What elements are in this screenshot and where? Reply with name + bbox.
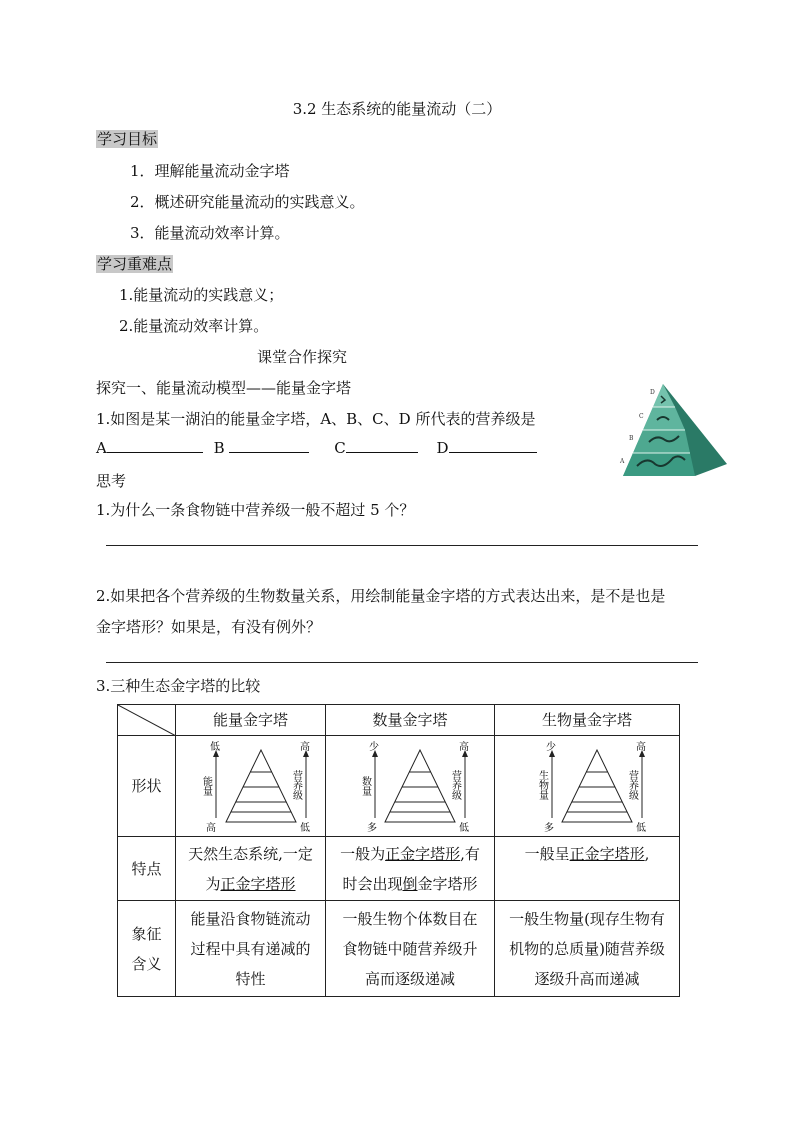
think-question-1: 1.为什么一条食物链中营养级一般不超过 5 个？ bbox=[96, 501, 415, 519]
blank-label-d: D bbox=[436, 439, 449, 457]
think-question-2-line-2: 金字塔形？如果是，有没有例外？ bbox=[96, 618, 322, 636]
biomass-axis-left: 生物量 bbox=[536, 770, 548, 800]
question-3: 3.三种生态金字塔的比较 bbox=[96, 677, 261, 695]
meaning-biomass: 一般生物量(现存生物有 机物的总质量)随营养级 逐级升高而递减 bbox=[495, 901, 680, 997]
energy-axis-right: 营养级 bbox=[290, 770, 301, 800]
energy-bottom-right: 低 bbox=[299, 823, 310, 832]
number-pyramid-diagram bbox=[345, 740, 475, 832]
keypoint-item-2: 2.能量流动效率计算。 bbox=[119, 317, 269, 335]
table-header-row bbox=[118, 705, 680, 736]
number-axis-left: 数量 bbox=[359, 776, 371, 796]
biomass-axis-right: 营养级 bbox=[626, 770, 638, 800]
energy-top-left: 低 bbox=[209, 742, 220, 753]
table-row-feature bbox=[118, 837, 680, 901]
blank-d[interactable] bbox=[449, 439, 537, 453]
row-label-meaning: 象征 含义 bbox=[118, 901, 176, 997]
blanks-row bbox=[96, 439, 537, 457]
blank-c[interactable] bbox=[346, 439, 418, 453]
energy-axis-left: 能量 bbox=[200, 776, 211, 796]
feature-number-line-1: 一般为正金字塔形,有 bbox=[340, 844, 480, 863]
explore-heading: 探究一、能量流动模型——能量金字塔 bbox=[96, 379, 352, 397]
pyramid-label-a: A bbox=[620, 458, 625, 465]
number-bottom-left: 多 bbox=[367, 823, 377, 832]
corner-cell bbox=[118, 705, 176, 736]
number-axis-right: 营养级 bbox=[449, 770, 461, 800]
header-number: 数量金字塔 bbox=[326, 705, 495, 736]
answer-line-1[interactable] bbox=[106, 545, 698, 546]
goals-heading: 学习目标 bbox=[97, 130, 158, 148]
row-label-feature: 特点 bbox=[118, 837, 176, 901]
header-biomass: 生物量金字塔 bbox=[495, 705, 680, 736]
feature-energy-line-2: 为正金字塔形 bbox=[205, 874, 296, 893]
keypoints-heading: 学习重难点 bbox=[97, 255, 173, 273]
number-top-right: 高 bbox=[459, 742, 469, 753]
energy-pyramid-illustration bbox=[617, 380, 729, 480]
goal-item-3: 3．能量流动效率计算。 bbox=[130, 224, 290, 242]
meaning-number: 一般生物个体数目在 食物链中随营养级升 高而逐级递减 bbox=[326, 901, 495, 997]
blank-a[interactable] bbox=[107, 439, 203, 453]
think-question-2-line-1: 2.如果把各个营养级的生物数量关系，用绘制能量金字塔的方式表达出来，是不是也是 bbox=[96, 587, 666, 605]
goal-item-2: 2．概述研究能量流动的实践意义。 bbox=[130, 193, 365, 211]
blank-b[interactable] bbox=[229, 439, 309, 453]
number-top-left: 少 bbox=[369, 742, 379, 753]
pyramid-label-d: D bbox=[650, 389, 655, 396]
feature-biomass: 一般呈正金字塔形, bbox=[495, 837, 680, 901]
pyramid-comparison-table bbox=[117, 704, 680, 997]
energy-pyramid-diagram bbox=[186, 740, 316, 832]
page-title: 3.2 生态系统的能量流动（二） bbox=[292, 100, 502, 118]
table-row-meaning bbox=[118, 901, 680, 997]
goal-item-1: 1．理解能量流动金字塔 bbox=[130, 162, 290, 180]
number-bottom-right: 低 bbox=[459, 823, 469, 832]
biomass-bottom-right: 低 bbox=[636, 823, 646, 832]
inquiry-heading: 课堂合作探究 bbox=[257, 348, 348, 366]
pyramid-label-b: B bbox=[629, 435, 634, 442]
meaning-energy: 能量沿食物链流动 过程中具有递减的 特性 bbox=[176, 901, 326, 997]
shape-number bbox=[326, 736, 495, 837]
diagonal-line bbox=[118, 705, 176, 736]
question-1: 1.如图是某一湖泊的能量金字塔，A、B、C、D 所代表的营养级是 bbox=[96, 410, 536, 428]
biomass-top-right: 高 bbox=[636, 742, 646, 753]
answer-line-2[interactable] bbox=[106, 662, 698, 663]
biomass-bottom-left: 多 bbox=[544, 823, 554, 832]
biomass-top-left: 少 bbox=[546, 742, 556, 753]
feature-number bbox=[326, 837, 495, 901]
blank-label-b: B bbox=[213, 439, 225, 457]
row-label-shape: 形状 bbox=[118, 736, 176, 837]
biomass-pyramid-diagram bbox=[522, 740, 652, 832]
feature-energy bbox=[176, 837, 326, 901]
feature-number-line-2: 时会出现倒金字塔形 bbox=[342, 874, 478, 893]
blank-label-a: A bbox=[96, 439, 107, 457]
blank-label-c: C bbox=[334, 439, 346, 457]
energy-top-right: 高 bbox=[299, 742, 310, 753]
header-energy: 能量金字塔 bbox=[176, 705, 326, 736]
shape-energy bbox=[176, 736, 326, 837]
shape-biomass bbox=[495, 736, 680, 837]
keypoint-item-1: 1.能量流动的实践意义； bbox=[119, 286, 284, 304]
think-heading: 思考 bbox=[96, 472, 127, 490]
energy-bottom-left: 高 bbox=[205, 823, 216, 832]
pyramid-label-c: C bbox=[639, 413, 644, 420]
feature-energy-line-1: 天然生态系统,一定 bbox=[188, 844, 313, 863]
table-row-shape bbox=[118, 736, 680, 837]
